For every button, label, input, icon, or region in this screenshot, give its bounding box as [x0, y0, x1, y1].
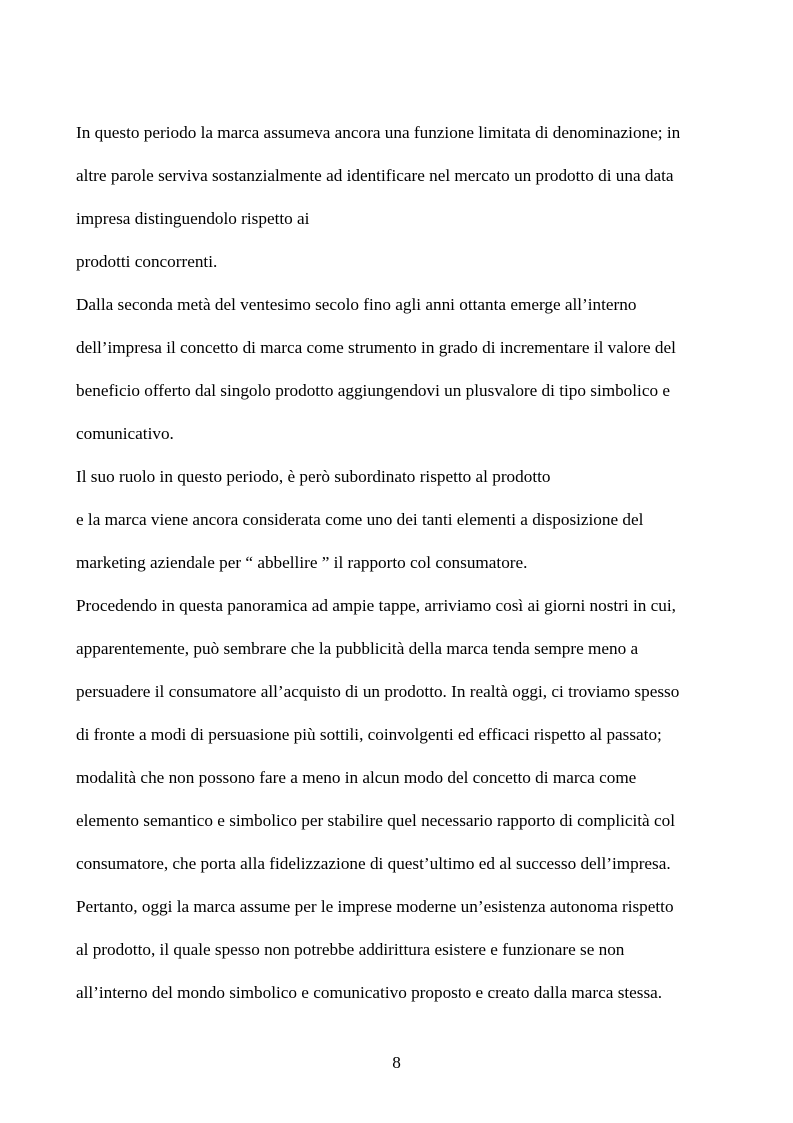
text-line: altre parole serviva sostanzialmente ad identificare nel mercato un prodotto di una data — [76, 166, 674, 185]
text-line: al prodotto, il quale spesso non potrebbe addirittura esistere e funzionare se non — [76, 940, 625, 959]
text-line: dell’impresa il concetto di marca come strumento in grado di incrementare il valore del — [76, 338, 676, 357]
text-line: elemento semantico e simbolico per stabilire quel necessario rapporto di complicità col — [76, 811, 675, 830]
page-number: 8 — [392, 1053, 401, 1072]
text-line: e la marca viene ancora considerata come uno dei tanti elementi a disposizione del — [76, 510, 644, 529]
text-line: Il suo ruolo in questo periodo, è però subordinato rispetto al prodotto — [76, 467, 551, 486]
text-line: Procedendo in questa panoramica ad ampie tappe, arriviamo così ai giorni nostri in cui, — [76, 596, 676, 615]
text-line: In questo periodo la marca assumeva ancora una funzione limitata di denominazione; in — [76, 123, 681, 142]
text-line: marketing aziendale per “ abbellire ” il rapporto col consumatore. — [76, 553, 528, 572]
text-line: apparentemente, può sembrare che la pubblicità della marca tenda sempre meno a — [76, 639, 639, 658]
text-line: beneficio offerto dal singolo prodotto aggiungendovi un plusvalore di tipo simbolico e — [76, 381, 670, 400]
text-line: impresa distinguendolo rispetto ai — [76, 209, 310, 228]
text-line: consumatore, che porta alla fidelizzazione di quest’ultimo ed al successo dell’impresa. — [76, 854, 671, 873]
text-line: all’interno del mondo simbolico e comunicativo proposto e creato dalla marca stessa. — [76, 983, 663, 1002]
text-line: di fronte a modi di persuasione più sottili, coinvolgenti ed efficaci rispetto al passato; — [76, 725, 662, 744]
text-line: prodotti concorrenti. — [76, 252, 218, 271]
text-line: persuadere il consumatore all’acquisto di un prodotto. In realtà oggi, ci troviamo spesso — [76, 682, 680, 701]
text-line: Pertanto, oggi la marca assume per le imprese moderne un’esistenza autonoma rispetto — [76, 897, 674, 916]
text-line: comunicativo. — [76, 424, 174, 443]
text-line: modalità che non possono fare a meno in alcun modo del concetto di marca come — [76, 768, 637, 787]
body-text — [76, 111, 756, 1014]
text-line: Dalla seconda metà del ventesimo secolo fino agli anni ottanta emerge all’interno — [76, 295, 637, 314]
